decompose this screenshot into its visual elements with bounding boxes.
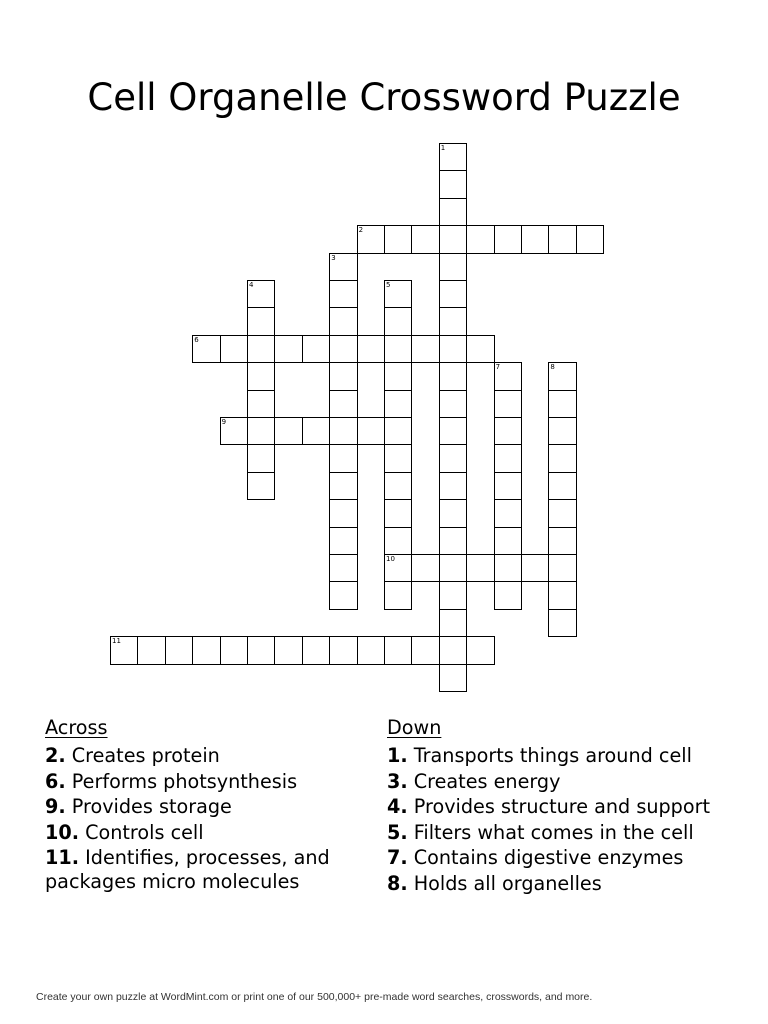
crossword-cell[interactable] [357, 335, 385, 363]
crossword-cell[interactable] [384, 307, 412, 335]
clue-number: 2 [358, 226, 364, 235]
crossword-cell[interactable] [411, 636, 439, 664]
crossword-cell[interactable] [548, 472, 576, 500]
crossword-cell[interactable] [439, 499, 467, 527]
crossword-cell[interactable] [247, 280, 275, 308]
clue-number: 9 [221, 418, 227, 426]
crossword-cell[interactable] [329, 253, 357, 281]
clue-number: 10 [386, 555, 395, 563]
across-heading: Across [45, 716, 108, 739]
down-clue: 3. Creates energy [387, 769, 561, 793]
crossword-cell[interactable] [247, 636, 275, 664]
crossword-cell[interactable] [439, 609, 467, 637]
crossword-cell[interactable] [548, 581, 576, 609]
crossword-cell[interactable] [329, 335, 357, 363]
crossword-cell[interactable] [439, 225, 467, 253]
crossword-cell[interactable] [548, 362, 576, 390]
crossword-cell[interactable] [494, 554, 522, 582]
crossword-cell[interactable] [247, 307, 275, 335]
crossword-cell[interactable] [548, 390, 576, 418]
crossword-cell[interactable] [548, 499, 576, 527]
crossword-cell[interactable] [137, 636, 165, 664]
crossword-cell[interactable] [357, 636, 385, 664]
crossword-cell[interactable] [220, 636, 248, 664]
crossword-cell[interactable] [384, 225, 412, 253]
crossword-cell[interactable] [439, 390, 467, 418]
crossword-cell[interactable] [329, 472, 357, 500]
crossword-cell[interactable] [220, 335, 248, 363]
crossword-cell[interactable] [466, 636, 494, 664]
crossword-cell[interactable] [384, 335, 412, 363]
crossword-cell[interactable] [329, 362, 357, 390]
clue-number: 8 [550, 363, 555, 372]
down-clue: 5. Filters what comes in the cell [387, 820, 694, 844]
crossword-cell[interactable] [439, 472, 467, 500]
crossword-cell[interactable] [329, 417, 357, 445]
crossword-cell[interactable] [548, 444, 576, 472]
crossword-cell[interactable] [548, 417, 576, 445]
crossword-cell[interactable] [439, 417, 467, 445]
crossword-cell[interactable] [247, 472, 275, 500]
crossword-cell[interactable] [247, 444, 275, 472]
crossword-cell[interactable] [329, 581, 357, 609]
crossword-cell[interactable] [439, 664, 467, 692]
crossword-cell[interactable] [247, 390, 275, 418]
crossword-cell[interactable] [357, 225, 385, 253]
crossword-cell[interactable] [329, 444, 357, 472]
clue-number: 11 [112, 637, 121, 646]
crossword-cell[interactable] [548, 527, 576, 555]
crossword-cell[interactable] [384, 444, 412, 472]
crossword-cell[interactable] [274, 636, 302, 664]
crossword-cell[interactable] [439, 581, 467, 609]
crossword-cell[interactable] [439, 307, 467, 335]
crossword-cell[interactable] [329, 307, 357, 335]
crossword-cell[interactable] [302, 636, 330, 664]
crossword-cell[interactable] [357, 417, 385, 445]
clue-number: 5 [386, 281, 391, 289]
down-clue: 1. Transports things around cell [387, 744, 692, 767]
crossword-cell[interactable] [329, 554, 357, 582]
crossword-cell[interactable] [439, 636, 467, 664]
crossword-cell[interactable] [521, 225, 549, 253]
down-heading: Down [387, 716, 442, 739]
crossword-cell[interactable] [548, 609, 576, 637]
crossword-cell[interactable] [466, 225, 494, 253]
crossword-cell[interactable] [494, 472, 522, 500]
crossword-cell[interactable] [329, 527, 357, 555]
across-clue: 2. Creates protein [45, 744, 220, 767]
crossword-cell[interactable] [192, 636, 220, 664]
down-clue: 4. Provides structure and support [387, 795, 710, 818]
crossword-cell[interactable] [439, 143, 467, 171]
crossword-cell[interactable] [494, 581, 522, 609]
crossword-cell[interactable] [494, 527, 522, 555]
crossword-cell[interactable] [439, 280, 467, 308]
crossword-cell[interactable] [439, 554, 467, 582]
crossword-cell[interactable] [274, 335, 302, 363]
crossword-cell[interactable] [329, 280, 357, 308]
crossword-cell[interactable] [439, 253, 467, 281]
crossword-cell[interactable] [220, 417, 248, 445]
crossword-cell[interactable] [165, 636, 193, 664]
across-clues [45, 714, 355, 896]
crossword-cell[interactable] [494, 444, 522, 472]
crossword-cell[interactable] [384, 280, 412, 308]
crossword-cell[interactable] [274, 417, 302, 445]
page-title: Cell Organelle Crossword Puzzle [87, 76, 681, 119]
crossword-cell[interactable] [384, 499, 412, 527]
down-clue: 8. Holds all organelles [387, 871, 602, 895]
crossword-cell[interactable] [494, 499, 522, 527]
crossword-cell[interactable] [384, 390, 412, 418]
crossword-cell[interactable] [384, 527, 412, 555]
crossword-cell[interactable] [466, 554, 494, 582]
crossword-cell[interactable] [494, 362, 522, 390]
clue-number: 4 [249, 281, 254, 289]
down-clues [387, 714, 717, 897]
crossword-cell[interactable] [411, 335, 439, 363]
crossword-cell[interactable] [247, 362, 275, 390]
crossword-cell[interactable] [466, 335, 494, 363]
crossword-cell[interactable] [439, 527, 467, 555]
crossword-cell[interactable] [494, 390, 522, 418]
clue-number: 7 [495, 363, 501, 372]
down-clue: 7. Contains digestive enzymes [387, 846, 684, 869]
crossword-cell[interactable] [247, 335, 275, 363]
across-clue: 11. Identifies, processes, and packages micro molecules [45, 846, 330, 893]
across-clue: 10. Controls cell [45, 820, 204, 844]
crossword-cell[interactable] [439, 335, 467, 363]
crossword-cell[interactable] [439, 198, 467, 226]
clue-number: 6 [194, 335, 199, 344]
crossword-cell[interactable] [384, 417, 412, 445]
crossword-cell[interactable] [439, 170, 467, 198]
crossword-cell[interactable] [411, 554, 439, 582]
crossword-cell[interactable] [411, 225, 439, 253]
crossword-cell[interactable] [329, 390, 357, 418]
clue-number: 1 [440, 144, 446, 152]
crossword-cell[interactable] [576, 225, 604, 253]
crossword-cell[interactable] [329, 636, 357, 664]
crossword-cell[interactable] [439, 362, 467, 390]
crossword-cell[interactable] [329, 499, 357, 527]
crossword-cell[interactable] [384, 362, 412, 390]
crossword-cell[interactable] [384, 636, 412, 664]
crossword-cell[interactable] [494, 225, 522, 253]
crossword-cell[interactable] [192, 335, 220, 363]
clue-number: 3 [331, 253, 336, 262]
crossword-cell[interactable] [548, 554, 576, 582]
crossword-cell[interactable] [110, 636, 138, 664]
crossword-cell[interactable] [548, 225, 576, 253]
across-clue: 6. Performs photsynthesis [45, 769, 298, 793]
crossword-cell[interactable] [439, 444, 467, 472]
crossword-cell[interactable] [384, 581, 412, 609]
across-clue: 9. Provides storage [45, 795, 232, 818]
crossword-cell[interactable] [384, 472, 412, 500]
crossword-cell[interactable] [302, 417, 330, 445]
crossword-cell[interactable] [247, 417, 275, 445]
crossword-cell[interactable] [521, 554, 549, 582]
crossword-cell[interactable] [302, 335, 330, 363]
crossword-cell[interactable] [384, 554, 412, 582]
crossword-cell[interactable] [494, 417, 522, 445]
footer-text: Create your own puzzle at WordMint.com or print one of our 500,000+ pre-made word searches, crosswords, and more. [36, 991, 593, 1003]
